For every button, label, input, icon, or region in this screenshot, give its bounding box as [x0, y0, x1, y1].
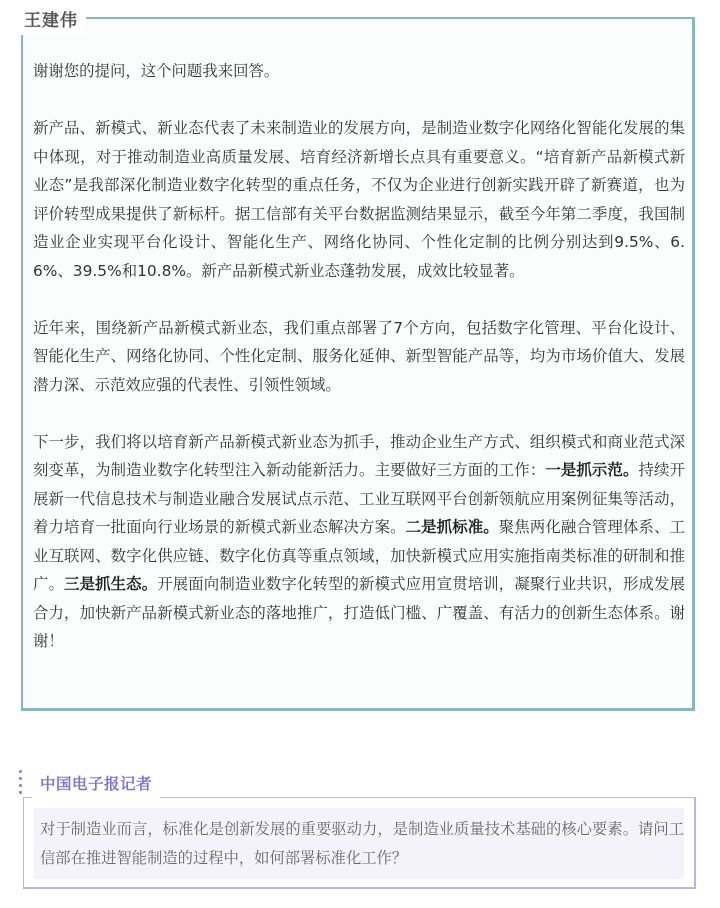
answer-paragraph-2: 新产品、新模式、新业态代表了未来制造业的发展方向，是制造业数字化网络化智能化发展的集中体现，对于推动制造业高质量发展、培育经济新增长点具有重要意义。“培育新产品新模式新业态”是我部深化制造业数字化转型的重点任务，不仅为企业进行创新实践开辟了新赛道，也为评价转型成果提供了新标杆。据工信部有关平台数据监测结果显示，截至今年第二季度，我国制造业企业实现平台化设计、智能化生产、网络化协同、个性化定制的比例分别达到9.5%、6.6%、39.5%和10.8%。新产品新模式新业态蓬勃发展，成效比较显著。: [33, 119, 685, 280]
point-3-text: 开展面向制造业数字化转型的新模式应用宣贯培训，凝聚行业共识，形成发展合力，加快新产品新模式新业态的落地推广，打造低门槛、广覆盖、有活力的创新生态体系。谢谢！: [33, 575, 685, 650]
point-2-text: 聚焦两化融合管理体系、工业互联网、数字化供应链、数字化仿真等重点领域，加快新模式应用实施指南类标准的研制和推广。: [33, 518, 685, 593]
answer-paragraph-1: 谢谢您的提问，这个问题我来回答。: [33, 62, 280, 80]
point-1-title: 一是抓示范。: [545, 461, 639, 479]
point-3-title: 三是抓生态。: [64, 575, 158, 593]
answer-body: [33, 57, 685, 656]
point-2-title: 二是抓标准。: [405, 518, 499, 536]
answer-paragraph-4: [33, 428, 685, 656]
point-1-text: 持续开展新一代信息技术与制造业融合发展试点示范、工业互联网平台创新领航应用案例征集等活动，着力培育一批面向行业场景的新模式新业态解决方案。: [33, 461, 685, 536]
question-speaker-name: 中国电子报记者: [32, 770, 160, 798]
question-dotted-marker: [19, 770, 22, 794]
answer-paragraph-3: 近年来，围绕新产品新模式新业态，我们重点部署了7个方向，包括数字化管理、平台化设计、智能化生产、网络化协同、个性化定制、服务化延伸、新型智能产品等，均为市场价值大、发展潜力深、示范效应强的代表性、引领性领域。: [33, 318, 685, 394]
answer-speaker-name: 王建伟: [18, 7, 86, 35]
answer-paragraph-4-intro: 下一步，我们将以培育新产品新模式新业态为抓手，推动企业生产方式、组织模式和商业范式深刻变革，为制造业数字化转型注入新动能新活力。主要做好三方面的工作：: [33, 432, 685, 479]
question-text: 对于制造业而言，标准化是创新发展的重要驱动力，是制造业质量技术基础的核心要素。请问工信部在推进智能制造的过程中，如何部署标准化工作？: [40, 820, 684, 867]
